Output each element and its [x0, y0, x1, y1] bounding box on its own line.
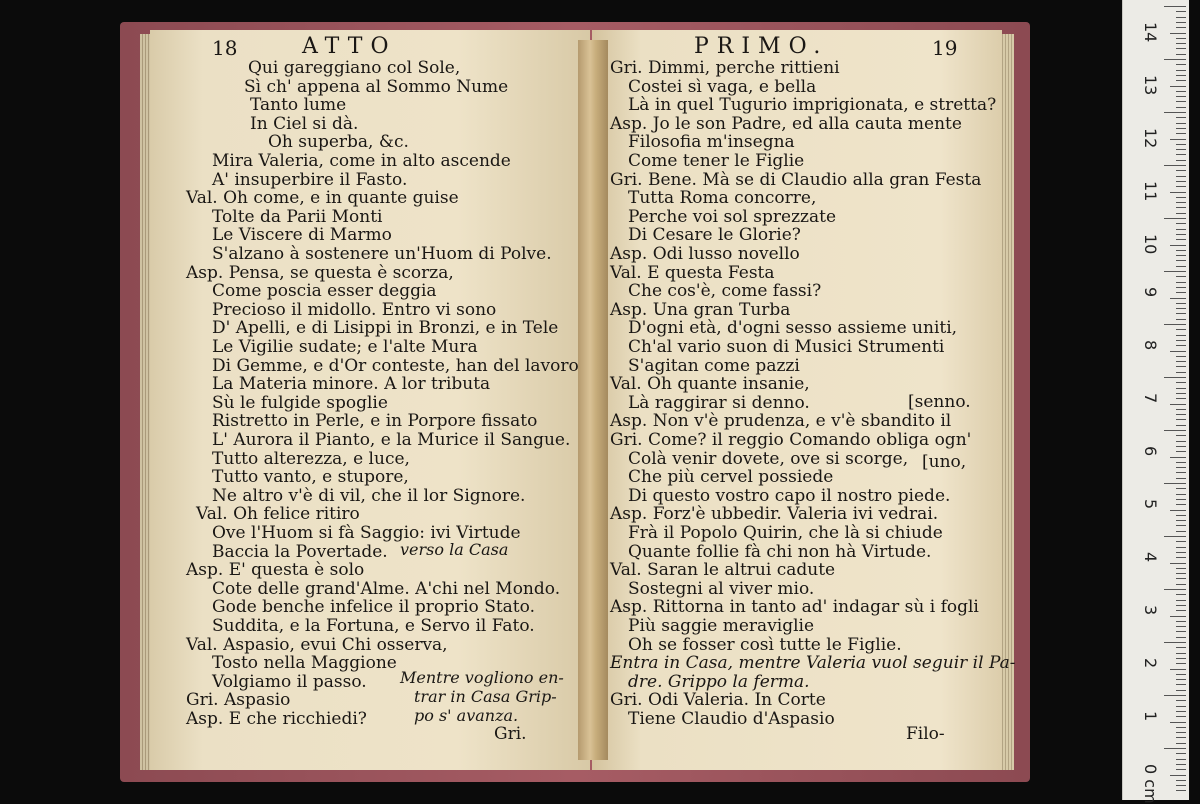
- ruler-tick: [1176, 494, 1186, 495]
- ruler-tick: [1176, 366, 1186, 367]
- ruler-tick: [1176, 547, 1186, 548]
- right-text-line: Val. Saran le altrui cadute: [610, 560, 836, 581]
- ruler-tick: [1176, 462, 1186, 463]
- ruler-tick: [1170, 245, 1186, 246]
- right-text-line: Tiene Claudio d'Aspasio: [628, 709, 835, 729]
- ruler-tick: [1176, 441, 1186, 442]
- ruler-tick: [1170, 404, 1186, 405]
- ruler-number: 5: [1141, 499, 1160, 510]
- ruler-tick: [1176, 621, 1186, 622]
- left-text-line: Sù le fulgide spoglie: [212, 392, 388, 413]
- ruler-tick: [1176, 737, 1186, 738]
- ruler-tick: [1176, 626, 1186, 627]
- ruler-tick: [1176, 578, 1186, 579]
- ruler-tick: [1176, 674, 1186, 675]
- ruler-tick: [1170, 510, 1186, 511]
- right-text-line: Di questo vostro capo il nostro piede.: [628, 485, 951, 506]
- ruler-tick: [1176, 133, 1186, 134]
- right-text-line: Asp. Odi lusso novello: [610, 244, 800, 264]
- ruler-tick: [1176, 329, 1186, 330]
- ruler-tick: [1164, 695, 1186, 696]
- ruler-number: 6: [1141, 446, 1160, 457]
- left-text-line: Sì ch' appena al Sommo Nume: [244, 76, 509, 97]
- ruler-tick: [1176, 679, 1186, 680]
- ruler-tick: [1176, 239, 1186, 240]
- right-text-line: Val. E questa Festa: [610, 262, 775, 283]
- ruler-tick: [1176, 753, 1186, 754]
- ruler-tick: [1176, 759, 1186, 760]
- ruler-tick: [1176, 91, 1186, 92]
- ruler-tick: [1176, 732, 1186, 733]
- right-text-line: Val. Oh quante insanie,: [610, 374, 810, 395]
- ruler-tick: [1164, 642, 1186, 643]
- ruler-tick: [1176, 223, 1186, 224]
- ruler-tick: [1176, 504, 1186, 505]
- left-text-line: Baccia la Povertade.: [212, 541, 388, 562]
- ruler-tick: [1176, 181, 1186, 182]
- left-running-head: ATTO: [302, 34, 397, 59]
- ruler-number: 11: [1141, 181, 1160, 202]
- ruler-tick: [1176, 356, 1186, 357]
- ruler-tick: [1176, 319, 1186, 320]
- ruler-tick: [1176, 149, 1186, 150]
- left-text-line: In Ciel si dà.: [250, 113, 359, 134]
- ruler-tick: [1176, 520, 1186, 521]
- ruler-tick: [1176, 144, 1186, 145]
- ruler-number: 7: [1141, 393, 1160, 404]
- ruler-tick: [1176, 287, 1186, 288]
- ruler-tick: [1176, 769, 1186, 770]
- ruler-tick: [1176, 409, 1186, 410]
- stage-direction-mentre-1: Mentre vogliono en-: [400, 668, 564, 687]
- right-text-line: Sostegni al viver mio.: [628, 578, 815, 599]
- ruler-tick: [1176, 11, 1186, 12]
- ruler-number: 10: [1141, 234, 1160, 255]
- right-text-line: dre. Grippo la ferma.: [628, 671, 810, 692]
- left-text-line: Gri. Aspasio: [186, 690, 291, 711]
- ruler-tick: [1176, 154, 1186, 155]
- right-text-line: Asp. Rittorna in tanto ad' indagar sù i fogli: [610, 597, 979, 618]
- left-text-line: Cote delle grand'Alme. A'chi nel Mondo.: [212, 578, 561, 599]
- ruler-number: 2: [1141, 658, 1160, 669]
- left-text-line: A' insuperbire il Fasto.: [212, 169, 408, 190]
- left-text-line: D' Apelli, e di Lisippi in Bronzi, e in Tele: [212, 318, 559, 339]
- ruler-tick: [1176, 425, 1186, 426]
- ruler-tick: [1176, 610, 1186, 611]
- ruler-tick: [1176, 785, 1186, 786]
- ruler-tick: [1176, 382, 1186, 383]
- ruler-tick: [1164, 589, 1186, 590]
- ruler-tick: [1176, 276, 1186, 277]
- left-page-number: 18: [212, 36, 238, 60]
- left-text-line: Asp. E che ricchiedi?: [186, 709, 367, 729]
- ruler-tick: [1176, 234, 1186, 235]
- ruler-tick: [1176, 282, 1186, 283]
- ruler-tick: [1176, 594, 1186, 595]
- ruler-tick: [1176, 255, 1186, 256]
- ruler-tick: [1176, 22, 1186, 23]
- ruler-tick: [1176, 605, 1186, 606]
- ruler-tick: [1176, 292, 1186, 293]
- ruler-tick: [1164, 536, 1186, 537]
- right-text-line: S'agitan come pazzi: [628, 355, 800, 376]
- right-text-line: Che più cervel possiede: [628, 467, 834, 488]
- left-text-line: Val. Aspasio, evui Chi osserva,: [186, 634, 448, 655]
- ruler-tick: [1170, 563, 1186, 564]
- right-text-line: Gri. Dimmi, perche rittieni: [610, 58, 840, 78]
- ruler-tick: [1170, 669, 1186, 670]
- ruler-tick: [1176, 170, 1186, 171]
- ruler-tick: [1176, 361, 1186, 362]
- ruler-tick: [1176, 568, 1186, 569]
- ruler-tick: [1176, 557, 1186, 558]
- ruler-tick: [1176, 414, 1186, 415]
- ruler-tick: [1170, 457, 1186, 458]
- ruler-number: 0 cm: [1141, 764, 1160, 804]
- left-text-line: Ne altro v'è di vil, che il lor Signore.: [212, 485, 526, 506]
- ruler-tick: [1176, 446, 1186, 447]
- ruler-tick: [1176, 101, 1186, 102]
- ruler-tick: [1176, 743, 1186, 744]
- right-text-line: Colà venir dovete, ove si scorge,: [628, 448, 909, 469]
- stage-direction-verso: verso la Casa: [400, 540, 509, 559]
- ruler-tick: [1176, 54, 1186, 55]
- ruler-tick: [1176, 552, 1186, 553]
- ruler-tick: [1176, 207, 1186, 208]
- ruler-tick: [1176, 186, 1186, 187]
- ruler-tick: [1176, 107, 1186, 108]
- ruler-number: 1: [1141, 711, 1160, 722]
- right-text-line: Tutta Roma concorre,: [628, 188, 817, 209]
- ruler-tick: [1176, 70, 1186, 71]
- ruler-tick: [1170, 775, 1186, 776]
- right-text-line: Là raggirar si denno.: [628, 392, 810, 413]
- ruler-tick: [1164, 377, 1186, 378]
- right-text-line: Perche voi sol sprezzate: [628, 206, 837, 227]
- turnover-uno: [uno,: [922, 452, 967, 472]
- ruler-tick: [1176, 340, 1186, 341]
- ruler-tick: [1176, 531, 1186, 532]
- ruler-tick: [1164, 324, 1186, 325]
- right-text-line: Filosofia m'insegna: [628, 132, 795, 153]
- right-text-line: Di Cesare le Glorie?: [628, 225, 801, 246]
- ruler-tick: [1176, 75, 1186, 76]
- ruler-tick: [1176, 27, 1186, 28]
- left-text-line: Suddita, e la Fortuna, e Servo il Fato.: [212, 616, 535, 636]
- left-text-line: S'alzano à sostenere un'Huom di Polve.: [212, 244, 552, 264]
- ruler-tick: [1176, 472, 1186, 473]
- left-text-line: Qui gareggiano col Sole,: [248, 58, 461, 78]
- ruler-tick: [1176, 335, 1186, 336]
- right-text-line: Gri. Come? il reggio Comando obliga ogn': [610, 430, 972, 450]
- right-text-line: Più saggie meraviglie: [628, 616, 815, 636]
- ruler-tick: [1176, 706, 1186, 707]
- ruler-tick: [1164, 165, 1186, 166]
- ruler-tick: [1176, 780, 1186, 781]
- ruler-tick: [1170, 192, 1186, 193]
- ruler-tick: [1176, 716, 1186, 717]
- ruler-tick: [1170, 139, 1186, 140]
- right-running-head: PRIMO.: [694, 34, 829, 59]
- ruler-tick: [1176, 160, 1186, 161]
- ruler-tick: [1164, 112, 1186, 113]
- right-text-line: Gri. Bene. Mà se di Claudio alla gran Festa: [610, 169, 982, 190]
- left-text-line: Precioso il midollo. Entro vi sono: [212, 299, 497, 320]
- left-text-line: Le Viscere di Marmo: [212, 225, 392, 246]
- ruler-tick: [1176, 345, 1186, 346]
- right-text-line: D'ogni età, d'ogni sesso assieme uniti,: [628, 318, 958, 339]
- ruler-tick: [1170, 351, 1186, 352]
- ruler-tick: [1176, 488, 1186, 489]
- right-text-line: Ch'al vario suon di Musici Strumenti: [628, 337, 945, 357]
- ruler-number: 13: [1141, 75, 1160, 96]
- ruler-tick: [1164, 218, 1186, 219]
- ruler-tick: [1164, 748, 1186, 749]
- ruler-tick: [1176, 764, 1186, 765]
- ruler-tick: [1176, 128, 1186, 129]
- ruler-tick: [1176, 213, 1186, 214]
- left-text-line: Tolte da Parii Monti: [212, 206, 383, 227]
- ruler-tick: [1176, 467, 1186, 468]
- ruler-tick: [1170, 86, 1186, 87]
- left-text-line: Di Gemme, e d'Or conteste, han del lavoro: [212, 355, 579, 376]
- right-text-line: Asp. Jo le son Padre, ed alla cauta mente: [610, 113, 962, 134]
- left-text-line: Ristretto in Perle, e in Porpore fissato: [212, 411, 538, 432]
- ruler-tick: [1176, 260, 1186, 261]
- left-text-line: Asp. E' questa è solo: [186, 560, 365, 581]
- ruler-tick: [1176, 96, 1186, 97]
- right-text-line: Frà il Popolo Quirin, che là si chiude: [628, 523, 943, 543]
- ruler-tick: [1170, 616, 1186, 617]
- ruler-tick: [1176, 80, 1186, 81]
- ruler-tick: [1176, 690, 1186, 691]
- ruler-tick: [1176, 393, 1186, 394]
- stage-direction-mentre-2: trar in Casa Grip-: [414, 687, 557, 706]
- left-text-line: Val. Oh come, e in quante guise: [186, 188, 459, 209]
- left-text-line: Come poscia esser deggia: [212, 281, 437, 302]
- right-text-line: Costei sì vaga, e bella: [628, 76, 817, 97]
- ruler-tick: [1176, 647, 1186, 648]
- ruler-tick: [1176, 176, 1186, 177]
- right-text-line: Che cos'è, come fassi?: [628, 281, 822, 302]
- ruler-tick: [1164, 59, 1186, 60]
- ruler-number: 4: [1141, 552, 1160, 563]
- right-text-line: Gri. Odi Valeria. In Corte: [610, 690, 826, 711]
- left-text-line: Tutto alterezza, e luce,: [212, 448, 410, 469]
- ruler-tick: [1176, 584, 1186, 585]
- ruler-tick: [1176, 684, 1186, 685]
- ruler-tick: [1176, 658, 1186, 659]
- ruler-tick: [1176, 38, 1186, 39]
- ruler-tick: [1176, 653, 1186, 654]
- ruler-tick: [1176, 372, 1186, 373]
- ruler-tick: [1176, 515, 1186, 516]
- left-text-line: Tutto vanto, e stupore,: [212, 467, 409, 488]
- left-catchword: Gri.: [494, 724, 527, 744]
- ruler-tick: [1176, 478, 1186, 479]
- ruler-tick: [1170, 33, 1186, 34]
- ruler-tick: [1176, 711, 1186, 712]
- left-text-line: Ove l'Huom si fà Saggio: ivi Virtude: [212, 523, 521, 543]
- ruler-tick: [1176, 388, 1186, 389]
- ruler-tick: [1164, 6, 1186, 7]
- left-text-line: Oh superba, &c.: [268, 132, 409, 153]
- ruler-number: 3: [1141, 605, 1160, 616]
- right-text-line: Entra in Casa, mentre Valeria vuol seguir il Pa-: [610, 653, 1016, 674]
- ruler-tick: [1170, 298, 1186, 299]
- ruler-tick: [1176, 250, 1186, 251]
- right-text-line: Come tener le Figlie: [628, 151, 805, 171]
- ruler-tick: [1176, 308, 1186, 309]
- left-text-line: L' Aurora il Pianto, e la Murice il Sangue.: [212, 430, 571, 450]
- left-text-line: Gode benche infelice il proprio Stato.: [212, 597, 535, 618]
- ruler-tick: [1176, 573, 1186, 574]
- right-text-line: Asp. Una gran Turba: [610, 299, 791, 320]
- ruler-tick: [1176, 419, 1186, 420]
- ruler-tick: [1164, 483, 1186, 484]
- ruler-number: 12: [1141, 128, 1160, 149]
- left-text-line: Tanto lume: [250, 95, 347, 116]
- ruler-tick: [1176, 451, 1186, 452]
- ruler-tick: [1176, 435, 1186, 436]
- right-catchword: Filo-: [906, 724, 945, 744]
- ruler-number: 14: [1141, 22, 1160, 43]
- ruler-tick: [1176, 663, 1186, 664]
- ruler-tick: [1176, 303, 1186, 304]
- ruler-tick: [1176, 600, 1186, 601]
- ruler-tick: [1176, 637, 1186, 638]
- ruler-tick: [1176, 202, 1186, 203]
- left-text-line: La Materia minore. A lor tributa: [212, 374, 491, 395]
- ruler-number: 9: [1141, 287, 1160, 298]
- ruler-tick: [1176, 700, 1186, 701]
- left-text-line: Val. Oh felice ritiro: [196, 504, 360, 525]
- ruler-number: 8: [1141, 340, 1160, 351]
- left-text-line: Mira Valeria, come in alto ascende: [212, 151, 511, 171]
- ruler-tick: [1176, 229, 1186, 230]
- right-text-line: Là in quel Tugurio imprigionata, e stretta?: [628, 95, 997, 116]
- right-text-line: Asp. Forz'è ubbedir. Valeria ivi vedrai.: [610, 504, 939, 525]
- right-text-line: Quante follie fà chi non hà Virtude.: [628, 541, 932, 562]
- right-text-line: Asp. Non v'è prudenza, e v'è sbandito il: [610, 411, 952, 432]
- ruler-tick: [1176, 313, 1186, 314]
- ruler-tick: [1176, 117, 1186, 118]
- ruler-tick: [1176, 499, 1186, 500]
- book-gutter: [578, 40, 608, 760]
- turnover-senno: [senno.: [908, 392, 971, 412]
- ruler-tick: [1176, 790, 1186, 791]
- left-text-line: Volgiamo il passo.: [212, 671, 367, 692]
- right-page-number: 19: [932, 36, 958, 60]
- ruler-tick: [1176, 123, 1186, 124]
- ruler-tick: [1176, 525, 1186, 526]
- ruler-tick: [1176, 48, 1186, 49]
- ruler-tick: [1176, 398, 1186, 399]
- right-text-line: Oh se fosser così tutte le Figlie.: [628, 634, 902, 655]
- ruler-tick: [1176, 17, 1186, 18]
- left-text-line: Tosto nella Maggione: [212, 653, 397, 674]
- ruler-tick: [1176, 541, 1186, 542]
- stage-direction-mentre-3: po s' avanza.: [414, 706, 519, 725]
- left-text-line: Le Vigilie sudate; e l'alte Mura: [212, 337, 478, 357]
- ruler-tick: [1176, 727, 1186, 728]
- ruler-tick: [1176, 631, 1186, 632]
- ruler-tick: [1176, 197, 1186, 198]
- ruler-tick: [1176, 43, 1186, 44]
- ruler-tick: [1164, 430, 1186, 431]
- left-text-line: Asp. Pensa, se questa è scorza,: [186, 262, 454, 283]
- ruler-tick: [1176, 64, 1186, 65]
- ruler-tick: [1170, 722, 1186, 723]
- ruler-tick: [1176, 266, 1186, 267]
- ruler-tick: [1164, 271, 1186, 272]
